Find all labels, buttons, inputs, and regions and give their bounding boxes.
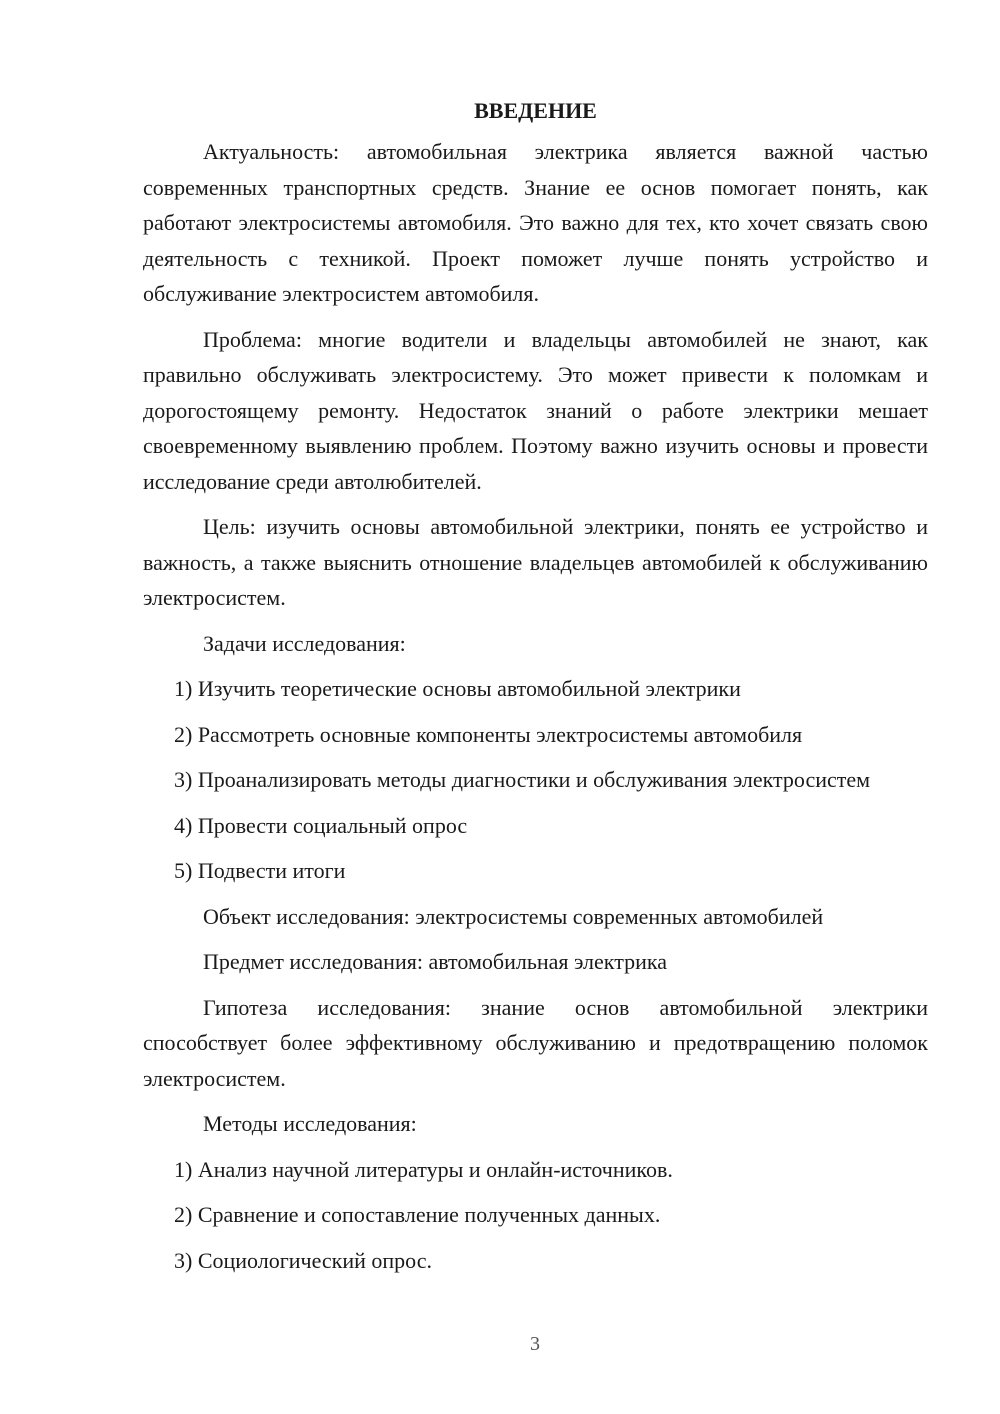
task-item-3: 3) Проанализировать методы диагностики и обслуживания электросистем	[174, 767, 871, 792]
task-item-1: 1) Изучить теоретические основы автомобильной электрики	[174, 676, 741, 701]
method-item-1: 1) Анализ научной литературы и онлайн-источников.	[174, 1156, 673, 1182]
relevance-paragraph: Актуальность: автомобильная электрика является важной частью современных транспортных средств. Знание ее основ помогает понять, как работают электросистемы автомобиля. Это важно для тех, кто хочет связать свою деятельность с техникой. Проект поможет лучше понять устройство и обслуживание электросистем автомобиля.	[143, 139, 928, 306]
task-item-4: 4) Провести социальный опрос	[174, 812, 468, 838]
problem-paragraph: Проблема: многие водители и владельцы автомобилей не знают, как правильно обслуживать электросистему. Это может привести к поломкам и дорогостоящему ремонту. Недостаток знаний о работе электрики мешает своевременному выявлению проблем. Поэтому важно изучить основы и провести исследование среди автолюбителей.	[143, 326, 928, 494]
object-line: Объект исследования: электросистемы современных автомобилей	[203, 903, 824, 929]
method-item-2: 2) Сравнение и сопоставление полученных данных.	[174, 1202, 661, 1227]
hypothesis-paragraph: Гипотеза исследования: знание основ автомобильной электрики способствует более эффективному обслуживанию и предотвращению поломок электросистем.	[143, 994, 928, 1091]
subject-line: Предмет исследования: автомобильная электрика	[203, 949, 667, 974]
task-item-2: 2) Рассмотреть основные компоненты электросистемы автомобиля	[174, 721, 803, 747]
task-item-5: 5) Подвести итоги	[174, 858, 346, 883]
goal-paragraph: Цель: изучить основы автомобильной электрики, понять ее устройство и важность, а также выяснить отношение владельцев автомобилей к обслуживанию электросистем.	[143, 514, 928, 610]
method-item-3: 3) Социологический опрос.	[174, 1247, 432, 1273]
tasks-heading: Задачи исследования:	[203, 630, 406, 656]
page-title: ВВЕДЕНИЕ	[474, 98, 597, 123]
document-page	[143, 96, 928, 1288]
methods-heading: Методы исследования:	[203, 1111, 417, 1136]
page-number: 3	[530, 1333, 540, 1355]
